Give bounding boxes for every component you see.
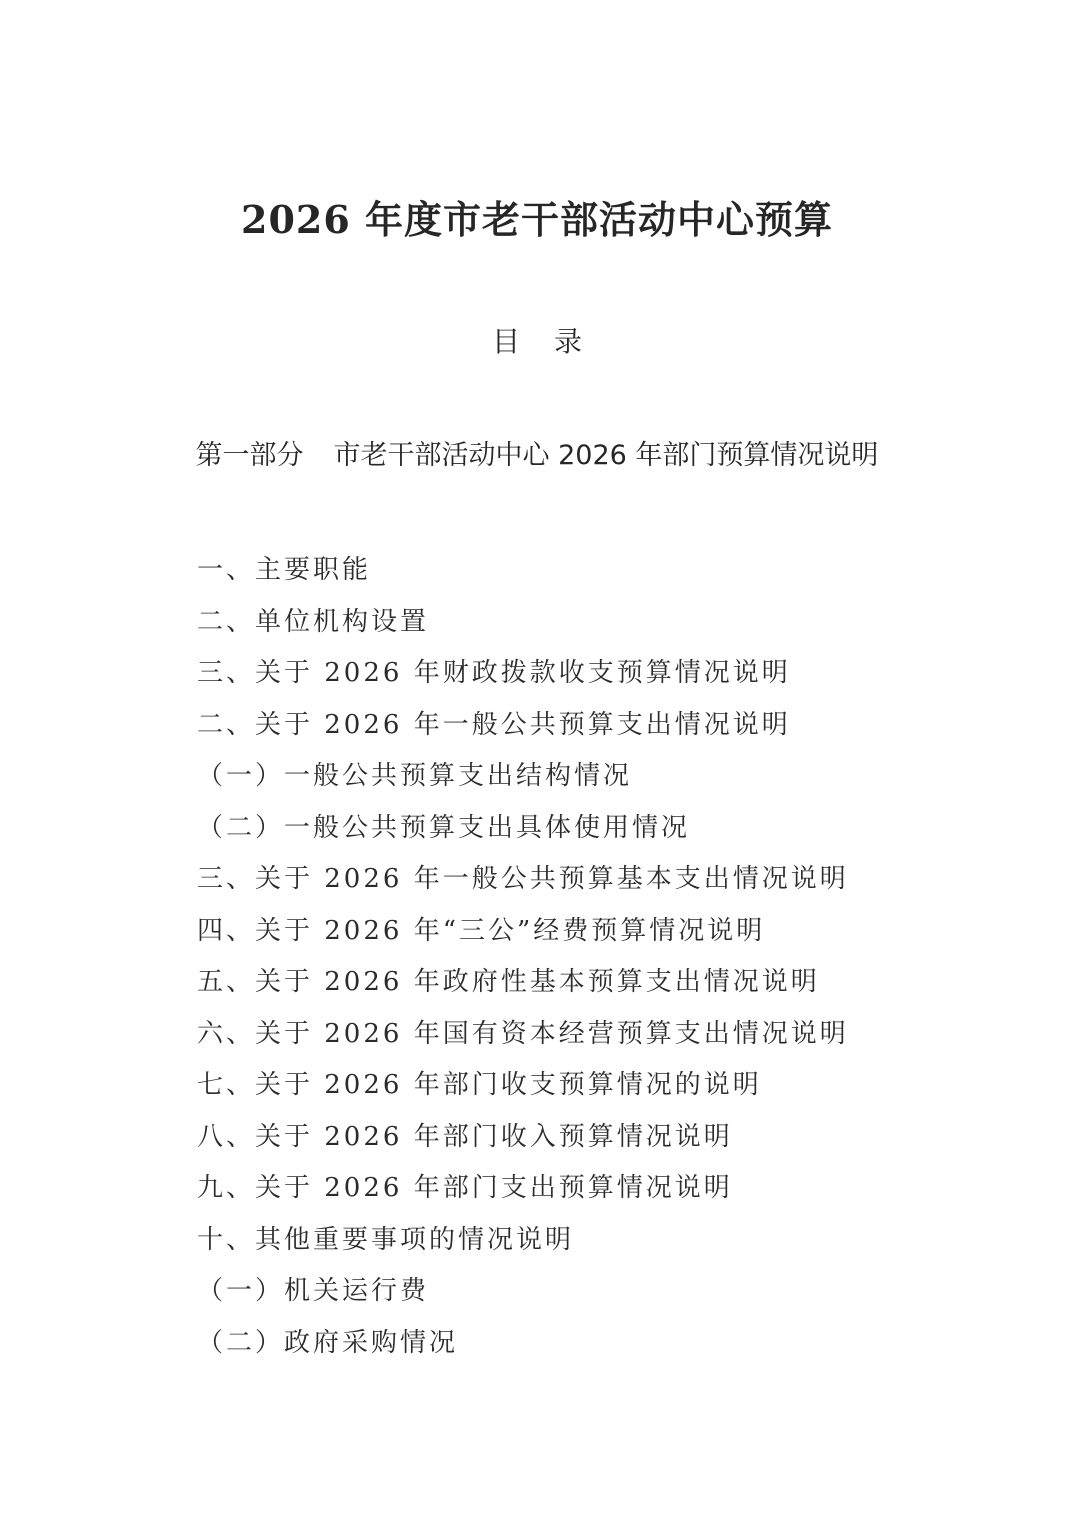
part-one-text: 市老干部活动中心 2026 年部门预算情况说明 bbox=[333, 440, 879, 471]
toc-item: 一、主要职能 bbox=[197, 555, 372, 585]
toc-heading-char-1: 目 bbox=[491, 325, 520, 358]
toc-heading bbox=[0, 320, 1074, 364]
toc-item: 十、其他重要事项的情况说明 bbox=[197, 1224, 575, 1255]
toc-item: 二、关于 2026 年一般公共预算支出情况说明 bbox=[197, 709, 791, 740]
toc-item: 四、关于 2026 年“三公”经费预算情况说明 bbox=[197, 915, 766, 946]
toc-item: 五、关于 2026 年政府性基本预算支出情况说明 bbox=[197, 967, 820, 997]
toc-item: （二）一般公共预算支出具体使用情况 bbox=[197, 812, 691, 843]
document-title: 2026 年度市老干部活动中心预算 bbox=[241, 197, 833, 242]
toc-item: 二、单位机构设置 bbox=[197, 606, 430, 637]
toc-item: （二）政府采购情况 bbox=[197, 1327, 459, 1358]
toc-list bbox=[197, 545, 849, 1369]
toc-item: 九、关于 2026 年部门支出预算情况说明 bbox=[197, 1173, 733, 1203]
toc-item: 八、关于 2026 年部门收入预算情况说明 bbox=[197, 1121, 733, 1152]
toc-item: 七、关于 2026 年部门收支预算情况的说明 bbox=[197, 1070, 762, 1100]
part-one-heading bbox=[0, 434, 1074, 478]
toc-item: 六、关于 2026 年国有资本经营预算支出情况说明 bbox=[197, 1018, 849, 1049]
toc-item: （一）机关运行费 bbox=[197, 1276, 430, 1306]
toc-heading-char-2: 录 bbox=[554, 325, 583, 358]
toc-item: 三、关于 2026 年一般公共预算基本支出情况说明 bbox=[197, 864, 849, 894]
toc-item: （一）一般公共预算支出结构情况 bbox=[197, 761, 633, 791]
part-one-label: 第一部分 bbox=[195, 440, 304, 471]
toc-item: 三、关于 2026 年财政拨款收支预算情况说明 bbox=[197, 658, 791, 688]
